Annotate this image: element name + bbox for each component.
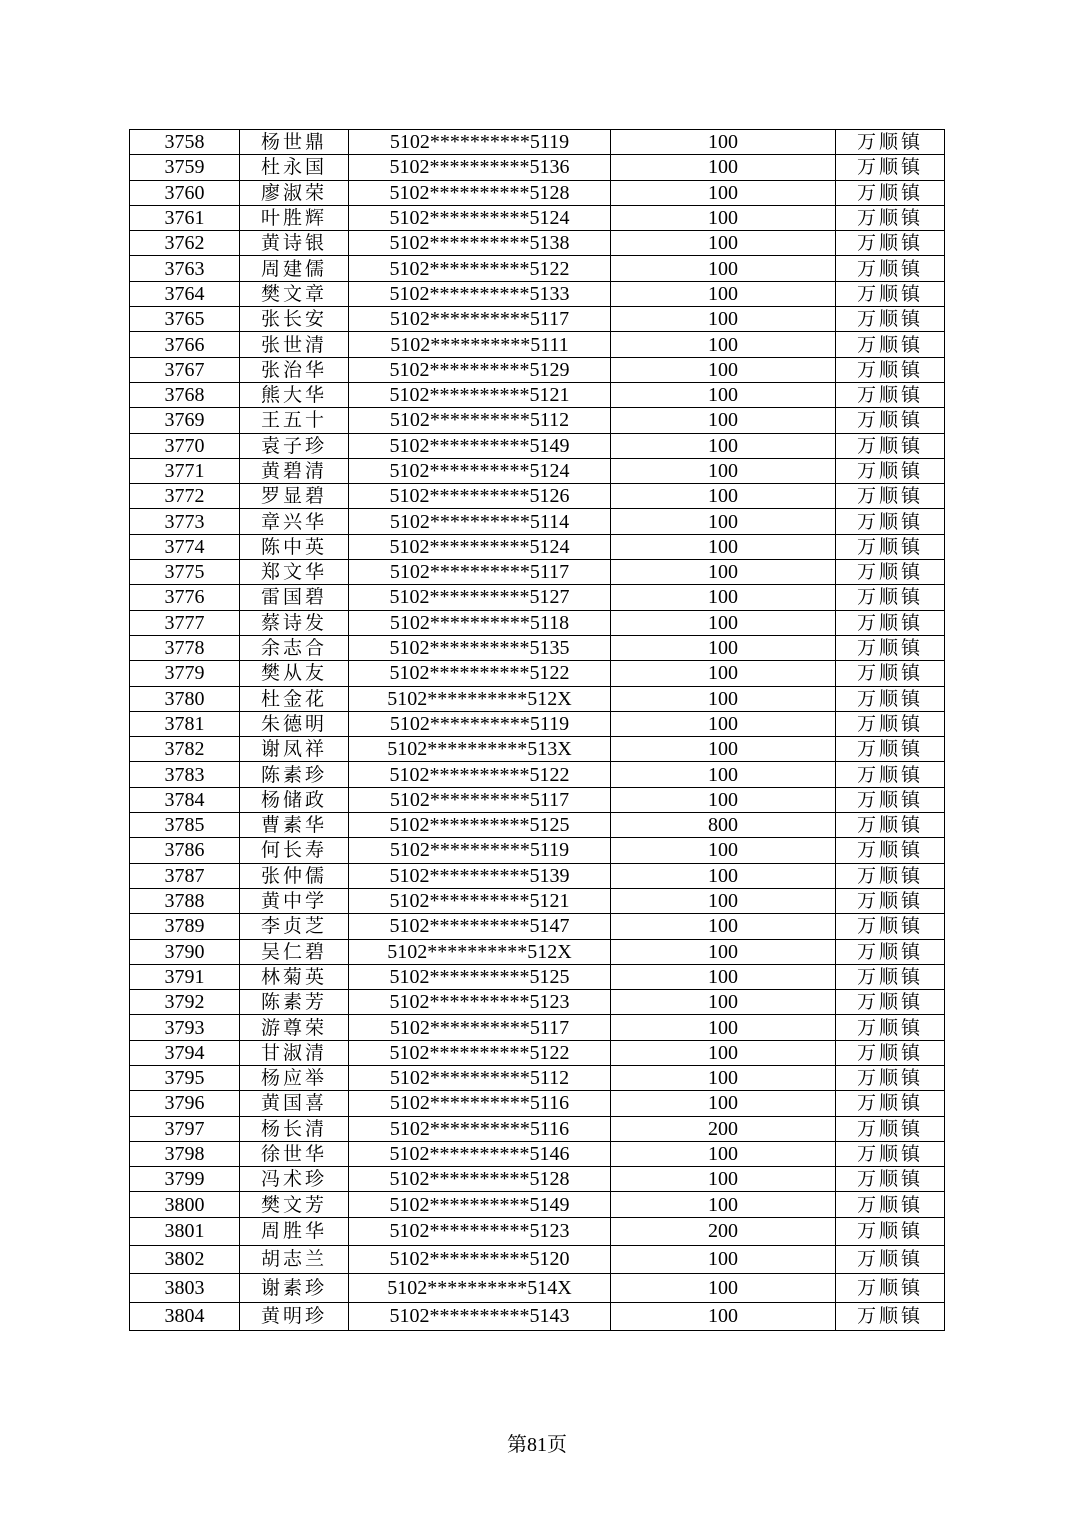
name-cell: 胡志兰 — [240, 1246, 349, 1274]
table-row — [130, 256, 945, 281]
row-number-cell: 3800 — [130, 1192, 240, 1217]
town-cell: 万顺镇 — [836, 813, 945, 838]
id-number-cell: 5102**********5127 — [349, 585, 611, 610]
subsidy-table — [129, 129, 945, 1331]
id-number-cell: 5102**********5138 — [349, 231, 611, 256]
row-number-cell: 3781 — [130, 711, 240, 736]
table-row — [130, 382, 945, 407]
town-cell: 万顺镇 — [836, 762, 945, 787]
row-number-cell: 3771 — [130, 458, 240, 483]
table-row — [130, 231, 945, 256]
amount-cell: 100 — [611, 560, 836, 585]
town-cell: 万顺镇 — [836, 408, 945, 433]
name-cell: 黄国喜 — [240, 1091, 349, 1116]
table-row — [130, 888, 945, 913]
table-row — [130, 357, 945, 382]
row-number-cell: 3802 — [130, 1246, 240, 1274]
name-cell: 吴仁碧 — [240, 939, 349, 964]
name-cell: 张治华 — [240, 357, 349, 382]
name-cell: 张仲儒 — [240, 863, 349, 888]
town-cell: 万顺镇 — [836, 711, 945, 736]
town-cell: 万顺镇 — [836, 737, 945, 762]
id-number-cell: 5102**********5121 — [349, 888, 611, 913]
id-number-cell: 5102**********5122 — [349, 256, 611, 281]
table-row — [130, 737, 945, 762]
amount-cell: 100 — [611, 585, 836, 610]
amount-cell: 100 — [611, 130, 836, 155]
row-number-cell: 3782 — [130, 737, 240, 762]
row-number-cell: 3796 — [130, 1091, 240, 1116]
row-number-cell: 3767 — [130, 357, 240, 382]
row-number-cell: 3791 — [130, 964, 240, 989]
town-cell: 万顺镇 — [836, 256, 945, 281]
town-cell: 万顺镇 — [836, 458, 945, 483]
amount-cell: 800 — [611, 813, 836, 838]
table-row — [130, 560, 945, 585]
table-row — [130, 914, 945, 939]
name-cell: 黄明珍 — [240, 1302, 349, 1330]
id-number-cell: 5102**********514X — [349, 1274, 611, 1302]
amount-cell: 100 — [611, 1302, 836, 1330]
town-cell: 万顺镇 — [836, 1217, 945, 1245]
name-cell: 张长安 — [240, 307, 349, 332]
town-cell: 万顺镇 — [836, 130, 945, 155]
name-cell: 樊文芳 — [240, 1192, 349, 1217]
town-cell: 万顺镇 — [836, 307, 945, 332]
table-row — [130, 711, 945, 736]
id-number-cell: 5102**********5136 — [349, 155, 611, 180]
row-number-cell: 3790 — [130, 939, 240, 964]
name-cell: 杜永国 — [240, 155, 349, 180]
page-number: 第81页 — [507, 1434, 567, 1456]
table-row — [130, 332, 945, 357]
amount-cell: 100 — [611, 534, 836, 559]
name-cell: 陈素芳 — [240, 990, 349, 1015]
table-row — [130, 610, 945, 635]
table-row — [130, 863, 945, 888]
amount-cell: 100 — [611, 408, 836, 433]
row-number-cell: 3772 — [130, 484, 240, 509]
name-cell: 樊文章 — [240, 281, 349, 306]
amount-cell: 100 — [611, 863, 836, 888]
name-cell: 徐世华 — [240, 1141, 349, 1166]
name-cell: 李贞芝 — [240, 914, 349, 939]
amount-cell: 100 — [611, 711, 836, 736]
town-cell: 万顺镇 — [836, 964, 945, 989]
town-cell: 万顺镇 — [836, 914, 945, 939]
table-row — [130, 509, 945, 534]
amount-cell: 100 — [611, 205, 836, 230]
table-row — [130, 787, 945, 812]
town-cell: 万顺镇 — [836, 1065, 945, 1090]
town-cell: 万顺镇 — [836, 787, 945, 812]
town-cell: 万顺镇 — [836, 180, 945, 205]
table-row — [130, 838, 945, 863]
name-cell: 熊大华 — [240, 382, 349, 407]
town-cell: 万顺镇 — [836, 231, 945, 256]
table-row — [130, 155, 945, 180]
name-cell: 廖淑荣 — [240, 180, 349, 205]
id-number-cell: 5102**********512X — [349, 686, 611, 711]
table-row — [130, 1091, 945, 1116]
table-row — [130, 762, 945, 787]
name-cell: 朱德明 — [240, 711, 349, 736]
town-cell: 万顺镇 — [836, 155, 945, 180]
town-cell: 万顺镇 — [836, 433, 945, 458]
name-cell: 叶胜辉 — [240, 205, 349, 230]
town-cell: 万顺镇 — [836, 1302, 945, 1330]
name-cell: 游尊荣 — [240, 1015, 349, 1040]
row-number-cell: 3778 — [130, 635, 240, 660]
name-cell: 何长寿 — [240, 838, 349, 863]
id-number-cell: 5102**********5149 — [349, 1192, 611, 1217]
id-number-cell: 5102**********5116 — [349, 1116, 611, 1141]
table-row — [130, 1040, 945, 1065]
amount-cell: 100 — [611, 1015, 836, 1040]
town-cell: 万顺镇 — [836, 1274, 945, 1302]
town-cell: 万顺镇 — [836, 1167, 945, 1192]
id-number-cell: 5102**********5119 — [349, 130, 611, 155]
table-row — [130, 1065, 945, 1090]
amount-cell: 100 — [611, 787, 836, 812]
amount-cell: 100 — [611, 635, 836, 660]
name-cell: 陈中英 — [240, 534, 349, 559]
name-cell: 杨世鼎 — [240, 130, 349, 155]
name-cell: 王五十 — [240, 408, 349, 433]
amount-cell: 100 — [611, 1091, 836, 1116]
amount-cell: 100 — [611, 1040, 836, 1065]
row-number-cell: 3788 — [130, 888, 240, 913]
town-cell: 万顺镇 — [836, 838, 945, 863]
table-row — [130, 205, 945, 230]
id-number-cell: 5102**********5117 — [349, 560, 611, 585]
row-number-cell: 3776 — [130, 585, 240, 610]
row-number-cell: 3797 — [130, 1116, 240, 1141]
table-row — [130, 180, 945, 205]
amount-cell: 100 — [611, 661, 836, 686]
name-cell: 谢凤祥 — [240, 737, 349, 762]
table-row — [130, 484, 945, 509]
id-number-cell: 5102**********5117 — [349, 787, 611, 812]
amount-cell: 100 — [611, 737, 836, 762]
id-number-cell: 5102**********5117 — [349, 307, 611, 332]
table-row — [130, 661, 945, 686]
row-number-cell: 3780 — [130, 686, 240, 711]
row-number-cell: 3761 — [130, 205, 240, 230]
id-number-cell: 5102**********5120 — [349, 1246, 611, 1274]
amount-cell: 100 — [611, 914, 836, 939]
row-number-cell: 3773 — [130, 509, 240, 534]
name-cell: 谢素珍 — [240, 1274, 349, 1302]
amount-cell: 100 — [611, 762, 836, 787]
town-cell: 万顺镇 — [836, 939, 945, 964]
id-number-cell: 5102**********5111 — [349, 332, 611, 357]
id-number-cell: 5102**********5125 — [349, 813, 611, 838]
name-cell: 杨应举 — [240, 1065, 349, 1090]
row-number-cell: 3787 — [130, 863, 240, 888]
name-cell: 袁子珍 — [240, 433, 349, 458]
amount-cell: 100 — [611, 964, 836, 989]
id-number-cell: 5102**********512X — [349, 939, 611, 964]
town-cell: 万顺镇 — [836, 661, 945, 686]
amount-cell: 100 — [611, 1246, 836, 1274]
row-number-cell: 3798 — [130, 1141, 240, 1166]
town-cell: 万顺镇 — [836, 686, 945, 711]
id-number-cell: 5102**********5121 — [349, 382, 611, 407]
town-cell: 万顺镇 — [836, 863, 945, 888]
id-number-cell: 5102**********5124 — [349, 458, 611, 483]
table-row — [130, 1217, 945, 1245]
town-cell: 万顺镇 — [836, 610, 945, 635]
name-cell: 杨长清 — [240, 1116, 349, 1141]
amount-cell: 100 — [611, 888, 836, 913]
row-number-cell: 3784 — [130, 787, 240, 812]
table-row — [130, 964, 945, 989]
row-number-cell: 3789 — [130, 914, 240, 939]
table-row — [130, 458, 945, 483]
row-number-cell: 3769 — [130, 408, 240, 433]
name-cell: 郑文华 — [240, 560, 349, 585]
table-row — [130, 1274, 945, 1302]
town-cell: 万顺镇 — [836, 1116, 945, 1141]
amount-cell: 100 — [611, 357, 836, 382]
id-number-cell: 5102**********5128 — [349, 180, 611, 205]
town-cell: 万顺镇 — [836, 357, 945, 382]
name-cell: 曹素华 — [240, 813, 349, 838]
amount-cell: 100 — [611, 990, 836, 1015]
row-number-cell: 3785 — [130, 813, 240, 838]
amount-cell: 100 — [611, 1274, 836, 1302]
row-number-cell: 3760 — [130, 180, 240, 205]
town-cell: 万顺镇 — [836, 332, 945, 357]
name-cell: 杨储政 — [240, 787, 349, 812]
row-number-cell: 3799 — [130, 1167, 240, 1192]
id-number-cell: 5102**********5135 — [349, 635, 611, 660]
id-number-cell: 5102**********5112 — [349, 1065, 611, 1090]
table-row — [130, 990, 945, 1015]
table-row — [130, 1302, 945, 1330]
town-cell: 万顺镇 — [836, 534, 945, 559]
id-number-cell: 5102**********5112 — [349, 408, 611, 433]
id-number-cell: 5102**********5126 — [349, 484, 611, 509]
town-cell: 万顺镇 — [836, 888, 945, 913]
id-number-cell: 5102**********5124 — [349, 205, 611, 230]
town-cell: 万顺镇 — [836, 1192, 945, 1217]
name-cell: 雷国碧 — [240, 585, 349, 610]
town-cell: 万顺镇 — [836, 585, 945, 610]
id-number-cell: 5102**********5129 — [349, 357, 611, 382]
id-number-cell: 5102**********5128 — [349, 1167, 611, 1192]
amount-cell: 100 — [611, 939, 836, 964]
name-cell: 蔡诗发 — [240, 610, 349, 635]
id-number-cell: 5102**********5119 — [349, 838, 611, 863]
name-cell: 张世清 — [240, 332, 349, 357]
amount-cell: 200 — [611, 1116, 836, 1141]
name-cell: 杜金花 — [240, 686, 349, 711]
amount-cell: 100 — [611, 281, 836, 306]
town-cell: 万顺镇 — [836, 1141, 945, 1166]
table-row — [130, 1141, 945, 1166]
town-cell: 万顺镇 — [836, 484, 945, 509]
name-cell: 周建儒 — [240, 256, 349, 281]
table-body — [130, 130, 945, 1331]
row-number-cell: 3803 — [130, 1274, 240, 1302]
row-number-cell: 3765 — [130, 307, 240, 332]
amount-cell: 100 — [611, 1192, 836, 1217]
name-cell: 黄中学 — [240, 888, 349, 913]
amount-cell: 100 — [611, 686, 836, 711]
id-number-cell: 5102**********5124 — [349, 534, 611, 559]
id-number-cell: 5102**********513X — [349, 737, 611, 762]
name-cell: 林菊英 — [240, 964, 349, 989]
amount-cell: 100 — [611, 1065, 836, 1090]
id-number-cell: 5102**********5143 — [349, 1302, 611, 1330]
town-cell: 万顺镇 — [836, 990, 945, 1015]
row-number-cell: 3794 — [130, 1040, 240, 1065]
id-number-cell: 5102**********5147 — [349, 914, 611, 939]
id-number-cell: 5102**********5116 — [349, 1091, 611, 1116]
row-number-cell: 3774 — [130, 534, 240, 559]
name-cell: 黄诗银 — [240, 231, 349, 256]
name-cell: 章兴华 — [240, 509, 349, 534]
row-number-cell: 3783 — [130, 762, 240, 787]
table-row — [130, 1116, 945, 1141]
amount-cell: 100 — [611, 155, 836, 180]
amount-cell: 100 — [611, 1167, 836, 1192]
amount-cell: 100 — [611, 458, 836, 483]
amount-cell: 100 — [611, 382, 836, 407]
amount-cell: 100 — [611, 433, 836, 458]
id-number-cell: 5102**********5125 — [349, 964, 611, 989]
id-number-cell: 5102**********5123 — [349, 990, 611, 1015]
table-row — [130, 130, 945, 155]
town-cell: 万顺镇 — [836, 281, 945, 306]
amount-cell: 100 — [611, 180, 836, 205]
town-cell: 万顺镇 — [836, 635, 945, 660]
name-cell: 周胜华 — [240, 1217, 349, 1245]
amount-cell: 100 — [611, 610, 836, 635]
name-cell: 陈素珍 — [240, 762, 349, 787]
id-number-cell: 5102**********5133 — [349, 281, 611, 306]
row-number-cell: 3804 — [130, 1302, 240, 1330]
town-cell: 万顺镇 — [836, 509, 945, 534]
amount-cell: 100 — [611, 1141, 836, 1166]
row-number-cell: 3762 — [130, 231, 240, 256]
row-number-cell: 3801 — [130, 1217, 240, 1245]
id-number-cell: 5102**********5123 — [349, 1217, 611, 1245]
row-number-cell: 3763 — [130, 256, 240, 281]
amount-cell: 100 — [611, 509, 836, 534]
town-cell: 万顺镇 — [836, 1091, 945, 1116]
table-row — [130, 408, 945, 433]
table-row — [130, 939, 945, 964]
table-row — [130, 635, 945, 660]
id-number-cell: 5102**********5149 — [349, 433, 611, 458]
table-row — [130, 585, 945, 610]
amount-cell: 100 — [611, 332, 836, 357]
row-number-cell: 3768 — [130, 382, 240, 407]
table-row — [130, 1246, 945, 1274]
table-row — [130, 686, 945, 711]
id-number-cell: 5102**********5139 — [349, 863, 611, 888]
id-number-cell: 5102**********5146 — [349, 1141, 611, 1166]
amount-cell: 100 — [611, 484, 836, 509]
amount-cell: 100 — [611, 256, 836, 281]
table-row — [130, 534, 945, 559]
table-row — [130, 1167, 945, 1192]
name-cell: 黄碧清 — [240, 458, 349, 483]
amount-cell: 100 — [611, 838, 836, 863]
id-number-cell: 5102**********5122 — [349, 762, 611, 787]
town-cell: 万顺镇 — [836, 382, 945, 407]
row-number-cell: 3758 — [130, 130, 240, 155]
town-cell: 万顺镇 — [836, 1040, 945, 1065]
town-cell: 万顺镇 — [836, 1015, 945, 1040]
id-number-cell: 5102**********5114 — [349, 509, 611, 534]
row-number-cell: 3795 — [130, 1065, 240, 1090]
row-number-cell: 3779 — [130, 661, 240, 686]
row-number-cell: 3766 — [130, 332, 240, 357]
amount-cell: 100 — [611, 307, 836, 332]
table-row — [130, 281, 945, 306]
row-number-cell: 3770 — [130, 433, 240, 458]
row-number-cell: 3759 — [130, 155, 240, 180]
row-number-cell: 3777 — [130, 610, 240, 635]
row-number-cell: 3792 — [130, 990, 240, 1015]
row-number-cell: 3764 — [130, 281, 240, 306]
name-cell: 罗显碧 — [240, 484, 349, 509]
row-number-cell: 3793 — [130, 1015, 240, 1040]
table-row — [130, 433, 945, 458]
name-cell: 冯术珍 — [240, 1167, 349, 1192]
id-number-cell: 5102**********5118 — [349, 610, 611, 635]
table-row — [130, 1192, 945, 1217]
id-number-cell: 5102**********5119 — [349, 711, 611, 736]
name-cell: 甘淑清 — [240, 1040, 349, 1065]
row-number-cell: 3786 — [130, 838, 240, 863]
amount-cell: 100 — [611, 231, 836, 256]
town-cell: 万顺镇 — [836, 560, 945, 585]
town-cell: 万顺镇 — [836, 1246, 945, 1274]
name-cell: 樊从友 — [240, 661, 349, 686]
table-row — [130, 813, 945, 838]
id-number-cell: 5102**********5122 — [349, 1040, 611, 1065]
town-cell: 万顺镇 — [836, 205, 945, 230]
table-row — [130, 307, 945, 332]
id-number-cell: 5102**********5117 — [349, 1015, 611, 1040]
table-row — [130, 1015, 945, 1040]
id-number-cell: 5102**********5122 — [349, 661, 611, 686]
row-number-cell: 3775 — [130, 560, 240, 585]
amount-cell: 200 — [611, 1217, 836, 1245]
name-cell: 余志合 — [240, 635, 349, 660]
